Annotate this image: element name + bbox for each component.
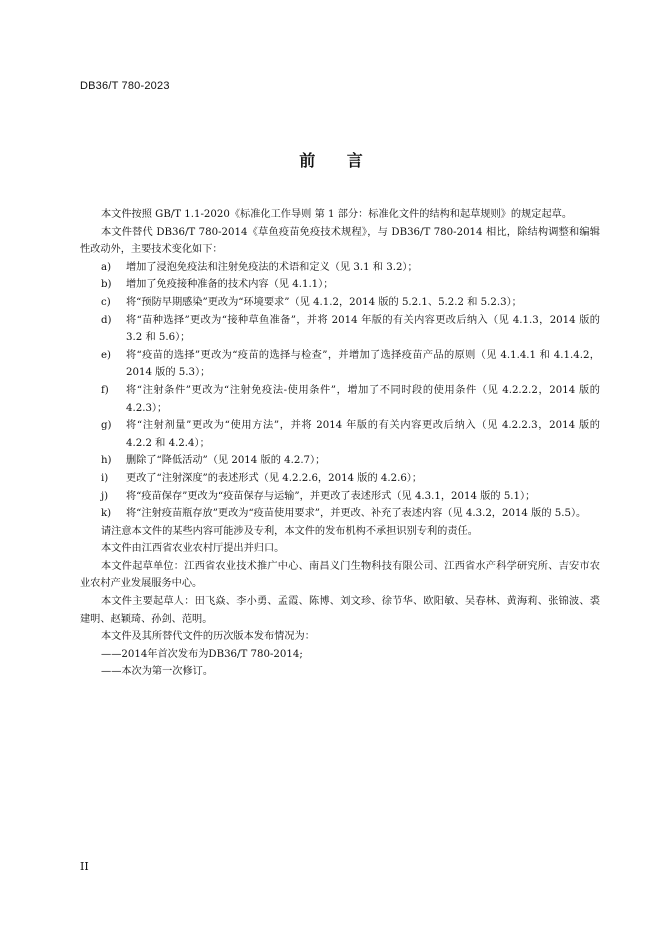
list-item-label: j) (101, 490, 109, 502)
paragraph-patent-notice: 请注意本文件的某些内容可能涉及专利，本文件的发布机构不承担识别专利的责任。 (101, 525, 478, 537)
paragraph-proposer: 本文件由江西省农业农村厅提出并归口。 (101, 543, 285, 555)
list-item-label: i) (101, 472, 109, 484)
list-item-label: k) (101, 508, 112, 520)
page-number: II (80, 860, 89, 873)
list-item-label: b) (101, 279, 112, 291)
list-item-text: 将“苗种选择”更改为“接种草鱼准备”，并将 2014 年版的有关内容更改后纳入（见 4.1.3，2014 版的 3.2 和 5.6）； (126, 314, 600, 344)
list-item-label: h) (101, 455, 112, 467)
list-item-label: c) (101, 296, 111, 308)
list-item (80, 470, 600, 488)
foreword-body (80, 206, 600, 681)
list-item (80, 276, 600, 294)
list-item (80, 259, 600, 277)
list-item-text: 将“注射剂量”更改为“使用方法”，并将 2014 年版的有关内容更改后纳入（见 4.2.2.3，2014 版的 4.2.2 和 4.2.4）； (126, 420, 600, 449)
list-item (80, 452, 600, 470)
list-item-text: 将“注射疫苗瓶存放”更改为“疫苗使用要求”，并更改、补充了表述内容（见 4.3.2，2014 版的 5.5）。 (126, 508, 587, 520)
list-item (80, 294, 600, 312)
list-item-text: 将“预防早期感染”更改为“环境要求”（见 4.1.2，2014 版的 5.2.1、5.2.2 和 5.2.3）； (126, 296, 522, 308)
paragraph-replacement: 本文件替代 DB36/T 780-2014《草鱼疫苗免疫技术规程》，与 DB36/T 780-2014 相比，除结构调整和编辑性改动外，主要技术变化如下： (80, 226, 600, 256)
list-item (80, 347, 600, 382)
list-item-text: 删除了“降低活动”（见 2014 版的 4.2.7）； (126, 455, 326, 467)
list-item-label: e) (101, 349, 112, 361)
history-entry: ——本次为第一次修订。 (101, 666, 214, 678)
list-item (80, 505, 600, 523)
list-item (80, 488, 600, 506)
list-item-text: 增加了浸泡免疫法和注射免疫法的术语和定义（见 3.1 和 3.2）； (126, 261, 418, 273)
document-code-header: DB36/T 780-2023 (80, 80, 170, 92)
list-item (80, 417, 600, 452)
page-title: 前 言 (299, 151, 363, 170)
list-item (80, 312, 600, 347)
list-item-label: d) (101, 314, 112, 326)
list-item-text: 将“疫苗的选择”更改为“疫苗的选择与检查”，并增加了选择疫苗产品的原则（见 4.1.4.1 和 4.1.4.2，2014 版的 5.3）； (126, 349, 600, 379)
list-item-label: g) (101, 420, 112, 432)
history-entry: ——2014年首次发布为DB36/T 780-2014; (101, 648, 303, 660)
paragraph-history-intro: 本文件及其所替代文件的历次版本发布情况为： (101, 631, 315, 643)
paragraph-drafters: 本文件主要起草人：田飞焱、李小勇、孟霞、陈博、刘文珍、徐节华、欧阳敏、吴春林、黄海莉、张锦波、裘建明、赵颖琦、孙剑、范明。 (80, 596, 600, 625)
list-item-text: 将“注射条件”更改为“注射免疫法-使用条件”，增加了不同时段的使用条件（见 4.2.2.2，2014 版的 4.2.3）； (126, 384, 600, 414)
list-item-text: 将“疫苗保存”更改为“疫苗保存与运输”，并更改了表述形式（见 4.3.1，2014 版的 5.1）； (126, 490, 536, 502)
list-item-text: 增加了免疫接种准备的技术内容（见 4.1.1）； (126, 279, 334, 291)
list-item (80, 382, 600, 417)
list-item-label: f) (101, 384, 109, 396)
list-item-text: 更改了“注射深度”的表述形式（见 4.2.2.6，2014 版的 4.2.6）； (126, 472, 423, 484)
list-item-label: a) (101, 261, 112, 273)
paragraph-drafting-units: 本文件起草单位：江西省农业技术推广中心、南昌义门生物科技有限公司、江西省水产科学研究所、吉安市农业农村产业发展服务中心。 (80, 560, 600, 590)
paragraph-drafting-basis: 本文件按照 GB/T 1.1-2020《标准化工作导则 第 1 部分：标准化文件的结构和起草规则》的规定起草。 (101, 209, 573, 220)
